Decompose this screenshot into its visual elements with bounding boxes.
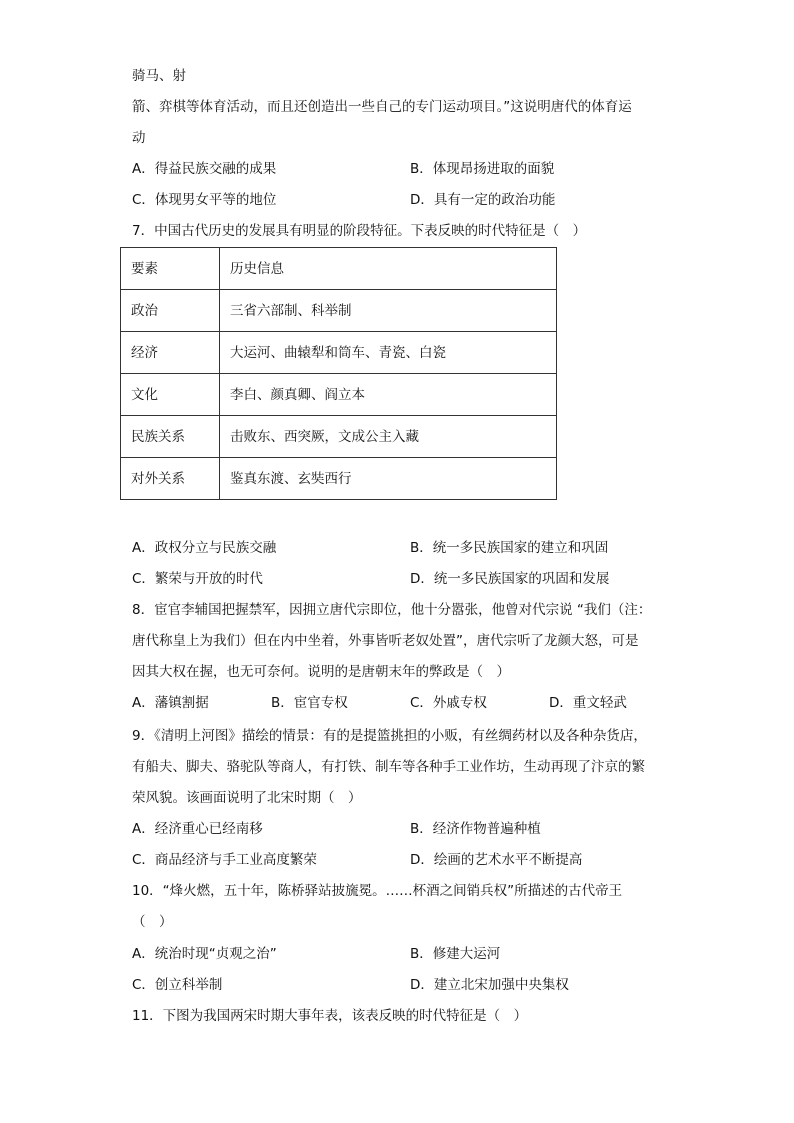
q8-text-line-1: 8．宦官李辅国把握禁军，因拥立唐代宗即位，他十分嚣张，他曾对代宗说 “我们（注： <box>132 602 652 618</box>
q10-option-c: C．创立科举制 <box>132 977 223 993</box>
q10-text-line-1: 10．“烽火燃，五十年，陈桥驿站披旒冕。……杯酒之间销兵权”所描述的古代帝王 <box>132 883 623 899</box>
q9-option-a: A．经济重心已经南移 <box>132 821 263 837</box>
table-header-row <box>121 248 557 290</box>
q8-text-line-3: 因其大权在握，也无可奈何。说明的是唐朝末年的弊政是（ ） <box>132 664 510 680</box>
q10-option-d: D．建立北宋加强中央集权 <box>410 977 569 993</box>
q8-option-c: C．外戚专权 <box>410 695 487 711</box>
q6-option-b: B．体现昂扬进取的面貌 <box>410 161 555 177</box>
q9-option-c: C．商品经济与手工业高度繁荣 <box>132 852 317 868</box>
table-cell-key: 对外关系 <box>121 458 220 500</box>
table-cell-value: 鉴真东渡、玄奘西行 <box>220 458 557 500</box>
q6-text-line-2: 箭、弈棋等体育活动，而且还创造出一些自己的专门运动项目。”这说明唐代的体育运 <box>132 99 632 115</box>
q9-text-line-1: 9．《清明上河图》描绘的情景：有的是提篮挑担的小贩，有丝绸药材以及各种杂货店， <box>132 728 647 744</box>
q10-option-a: A．统治时现“贞观之治” <box>132 946 277 962</box>
q7-option-d: D．统一多民族国家的巩固和发展 <box>410 571 610 587</box>
q6-option-d: D．具有一定的政治功能 <box>410 192 556 208</box>
q10-option-b: B．修建大运河 <box>410 946 501 962</box>
q7-option-c: C．繁荣与开放的时代 <box>132 571 263 587</box>
table-cell-value: 三省六部制、科举制 <box>220 290 557 332</box>
table-header-cell: 要素 <box>121 248 220 290</box>
table-cell-key: 文化 <box>121 374 220 416</box>
q7-history-table <box>120 247 557 500</box>
q7-stem: 7．中国古代历史的发展具有明显的阶段特征。下表反映的时代特征是（ ） <box>132 223 587 239</box>
q9-text-line-3: 荣风貌。该画面说明了北宋时期（ ） <box>132 790 362 806</box>
q8-option-a: A．藩镇割据 <box>132 695 209 711</box>
table-row <box>121 332 557 374</box>
table-row <box>121 458 557 500</box>
q7-option-b: B．统一多民族国家的建立和巩固 <box>410 540 609 556</box>
q10-text-line-2: （ ） <box>132 914 173 930</box>
q8-text-line-2: 唐代称皇上为我们）但在内中坐着，外事皆听老奴处置”，唐代宗听了龙颜大怒，可是 <box>132 633 639 649</box>
q9-text-line-2: 有船夫、脚夫、骆驼队等商人，有打铁、制车等各种手工业作坊，生动再现了汴京的繁 <box>132 759 645 775</box>
q9-option-b: B．经济作物普遍种植 <box>410 821 541 837</box>
q6-option-a: A．得益民族交融的成果 <box>132 161 277 177</box>
q6-text-line-1: 骑马、射 <box>132 68 186 84</box>
table-cell-key: 经济 <box>121 332 220 374</box>
q11-stem: 11．下图为我国两宋时期大事年表，该表反映的时代特征是（ ） <box>132 1008 528 1024</box>
q6-text-line-3: 动 <box>132 130 146 146</box>
table-header-cell: 历史信息 <box>220 248 557 290</box>
table-cell-value: 击败东、西突厥，文成公主入藏 <box>220 416 557 458</box>
table-row <box>121 374 557 416</box>
q7-option-a: A．政权分立与民族交融 <box>132 540 277 556</box>
table-cell-value: 李白、颜真卿、阎立本 <box>220 374 557 416</box>
table-row <box>121 290 557 332</box>
table-cell-key: 政治 <box>121 290 220 332</box>
q8-option-b: B．宦官专权 <box>271 695 348 711</box>
q8-option-d: D．重文轻武 <box>549 695 627 711</box>
table-cell-value: 大运河、曲辕犁和筒车、青瓷、白瓷 <box>220 332 557 374</box>
q9-option-d: D．绘画的艺术水平不断提高 <box>410 852 583 868</box>
q6-option-c: C．体现男女平等的地位 <box>132 192 277 208</box>
table-cell-key: 民族关系 <box>121 416 220 458</box>
table-row <box>121 416 557 458</box>
